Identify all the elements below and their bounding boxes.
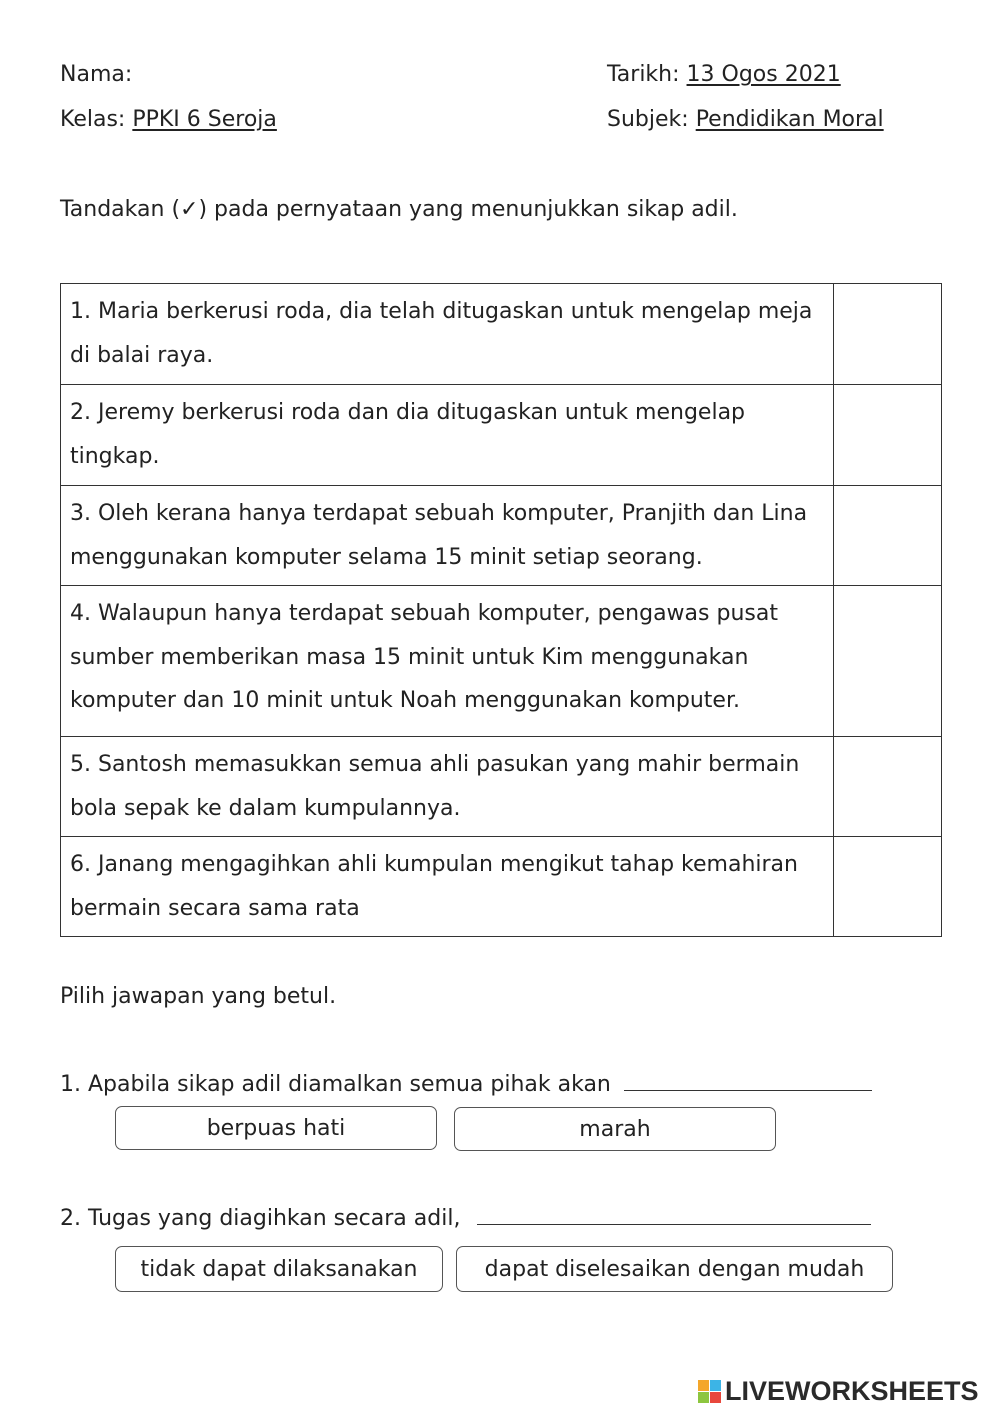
answer-blank-1[interactable] <box>624 1090 872 1091</box>
question-2-text: 2. Tugas yang diagihkan secara adil, <box>60 1206 461 1231</box>
section1-instruction <box>60 197 738 222</box>
date-label: Tarikh: <box>607 62 680 87</box>
logo-square <box>710 1392 721 1403</box>
table-row <box>61 486 942 586</box>
check-box[interactable] <box>834 385 942 486</box>
logo-square <box>710 1380 721 1391</box>
check-box[interactable] <box>834 284 942 385</box>
answer-blank-2[interactable] <box>477 1224 871 1225</box>
date-field <box>607 62 841 87</box>
option-marah-button[interactable]: marah <box>454 1107 776 1151</box>
option-berpuas-hati-button[interactable]: berpuas hati <box>115 1106 437 1150</box>
statement-text: 1. Maria berkerusi roda, dia telah ditugaskan untuk mengelap meja di balai raya. <box>61 284 834 385</box>
subject-field <box>607 107 884 132</box>
date-value: 13 Ogos 2021 <box>686 62 841 87</box>
question-1-text: 1. Apabila sikap adil diamalkan semua pihak akan <box>60 1072 611 1097</box>
liveworksheets-logo <box>698 1376 979 1407</box>
statement-text: 5. Santosh memasukkan semua ahli pasukan yang mahir bermain bola sepak ke dalam kumpulannya. <box>61 737 834 837</box>
checkmark-icon: ✓ <box>180 197 199 222</box>
table-row <box>61 586 942 737</box>
class-label: Kelas: <box>60 107 126 132</box>
instruction-text-end: ) pada pernyataan yang menunjukkan sikap adil. <box>198 197 738 222</box>
section2-instruction: Pilih jawapan yang betul. <box>60 984 337 1009</box>
question-2 <box>60 1206 871 1231</box>
check-box[interactable] <box>834 837 942 937</box>
table-row <box>61 737 942 837</box>
table-row <box>61 837 942 937</box>
question-1 <box>60 1072 872 1097</box>
table-row <box>61 284 942 385</box>
class-field <box>60 107 277 132</box>
subject-value: Pendidikan Moral <box>695 107 884 132</box>
logo-square <box>698 1392 709 1403</box>
table-row <box>61 385 942 486</box>
statement-text: 2. Jeremy berkerusi roda dan dia ditugaskan untuk mengelap tingkap. <box>61 385 834 486</box>
check-box[interactable] <box>834 586 942 737</box>
statement-text: 4. Walaupun hanya terdapat sebuah komputer, pengawas pusat sumber memberikan masa 15 minit untuk Kim menggunakan komputer dan 10 minit untuk Noah menggunakan komputer. <box>61 586 834 737</box>
class-value: PPKI 6 Seroja <box>132 107 277 132</box>
statement-table <box>60 283 942 937</box>
subject-label: Subjek: <box>607 107 689 132</box>
logo-square <box>698 1380 709 1391</box>
statement-text: 3. Oleh kerana hanya terdapat sebuah komputer, Pranjith dan Lina menggunakan komputer selama 15 minit setiap seorang. <box>61 486 834 586</box>
statement-text: 6. Janang mengagihkan ahli kumpulan mengikut tahap kemahiran bermain secara sama rata <box>61 837 834 937</box>
logo-text: LIVEWORKSHEETS <box>725 1376 979 1406</box>
check-box[interactable] <box>834 737 942 837</box>
option-dapat-diselesaikan-button[interactable]: dapat diselesaikan dengan mudah <box>456 1246 893 1292</box>
instruction-text-start: Tandakan ( <box>60 197 181 222</box>
name-label: Nama: <box>60 62 133 87</box>
logo-mark-icon <box>698 1380 721 1403</box>
check-box[interactable] <box>834 486 942 586</box>
option-tidak-dapat-button[interactable]: tidak dapat dilaksanakan <box>115 1246 443 1292</box>
